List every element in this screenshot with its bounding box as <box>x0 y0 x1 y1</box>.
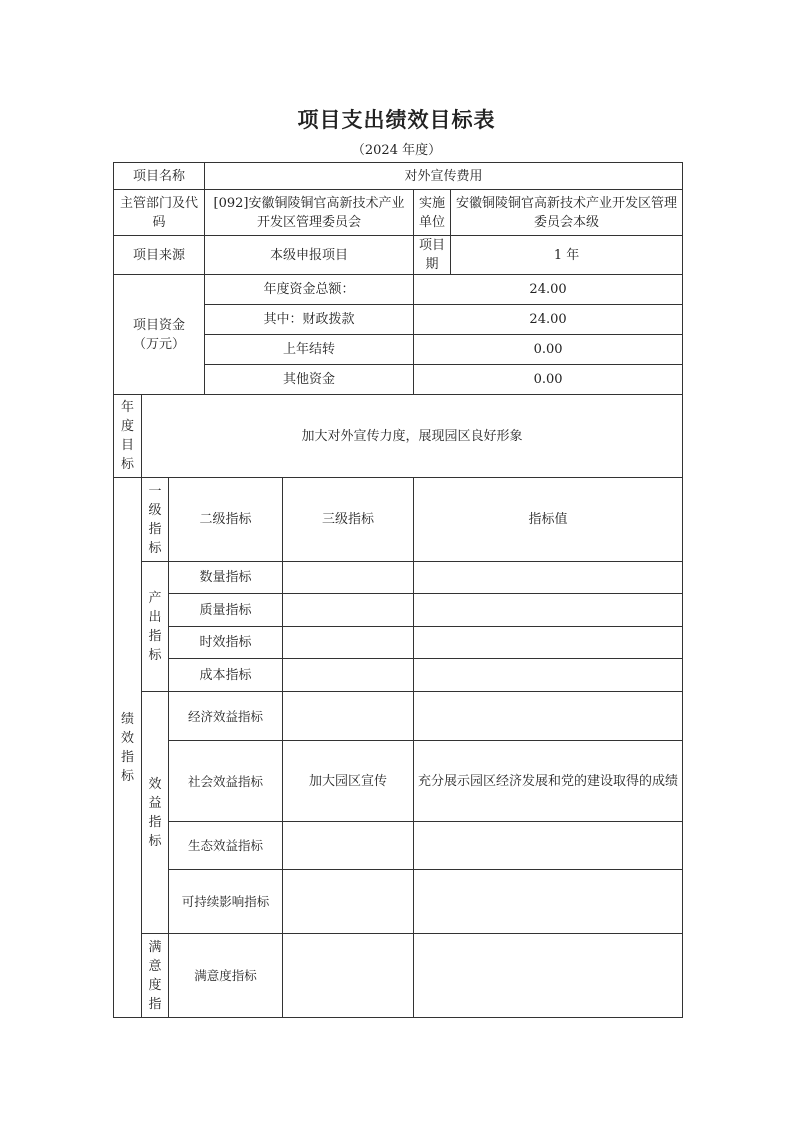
level2-cell: 数量指标 <box>169 562 283 594</box>
level3-cell <box>283 627 414 659</box>
source-value: 本级申报项目 <box>205 236 414 275</box>
project-name-value: 对外宣传费用 <box>205 163 683 190</box>
level1-header <box>142 478 169 562</box>
performance-label-char: 绩 <box>120 711 134 727</box>
level2-cell: 可持续影响指标 <box>169 870 283 934</box>
annual-goal-row <box>114 395 683 478</box>
benefit-label-char: 标 <box>148 833 162 849</box>
funds-fiscal-value: 24.00 <box>414 305 683 335</box>
benefit-label <box>142 692 169 934</box>
annual-goal-label <box>114 395 142 478</box>
funds-label <box>114 275 205 395</box>
output-label-char: 产 <box>148 590 162 606</box>
value-cell <box>414 822 683 870</box>
annual-goal-value: 加大对外宣传力度，展现园区良好形象 <box>142 395 683 478</box>
value-cell <box>414 627 683 659</box>
annual-goal-label-char: 标 <box>120 457 134 472</box>
page-subtitle: （2024 年度） <box>351 143 442 158</box>
implementing-unit-value: 安徽铜陵铜官高新技术产业开发区管理委员会本级 <box>451 190 683 236</box>
satisfaction-label-char: 意 <box>148 958 162 974</box>
funds-other-label: 其他资金 <box>205 365 414 395</box>
level3-cell <box>283 822 414 870</box>
level2-cell: 时效指标 <box>169 627 283 659</box>
value-cell <box>414 934 683 1018</box>
indicator-header-row <box>114 478 683 562</box>
annual-goal-label-char: 度 <box>120 419 134 434</box>
level3-header: 三级指标 <box>283 478 414 562</box>
level3-cell <box>283 870 414 934</box>
performance-label-char: 标 <box>120 768 134 784</box>
level3-cell <box>283 594 414 627</box>
level2-cell: 质量指标 <box>169 594 283 627</box>
value-cell <box>414 659 683 692</box>
source-label: 项目来源 <box>114 236 205 275</box>
output-row <box>114 562 683 594</box>
benefit-row <box>114 692 683 741</box>
value-cell <box>414 870 683 934</box>
period-label: 项目期 <box>414 236 451 275</box>
output-row <box>114 659 683 692</box>
performance-goal-table <box>113 162 683 1018</box>
funds-carryover-label: 上年结转 <box>205 335 414 365</box>
level3-cell <box>283 934 414 1018</box>
project-name-label: 项目名称 <box>114 163 205 190</box>
level3-cell <box>283 562 414 594</box>
level1-header-char: 指 <box>148 521 162 537</box>
benefit-row <box>114 870 683 934</box>
funds-label-text: 项目资金 <box>133 317 186 333</box>
output-label-char: 标 <box>148 647 162 663</box>
benefit-row <box>114 822 683 870</box>
value-cell <box>414 562 683 594</box>
performance-label-char: 效 <box>120 730 134 746</box>
benefit-label-char: 益 <box>148 795 162 811</box>
funds-carryover-value: 0.00 <box>414 335 683 365</box>
funds-unit-text: （万元） <box>133 336 186 352</box>
performance-label <box>114 478 142 1018</box>
annual-goal-label-char: 年 <box>120 400 134 415</box>
department-label: 主管部门及代码 <box>114 190 205 236</box>
period-value: 1 年 <box>451 236 683 275</box>
level2-header: 二级指标 <box>169 478 283 562</box>
value-cell <box>414 594 683 627</box>
level3-cell <box>283 659 414 692</box>
level2-cell: 社会效益指标 <box>169 741 283 822</box>
implementing-unit-label: 实施单位 <box>414 190 451 236</box>
output-row <box>114 627 683 659</box>
value-cell: 充分展示园区经济发展和党的建设取得的成绩 <box>414 741 683 822</box>
level2-cell: 成本指标 <box>169 659 283 692</box>
level1-header-char: 一 <box>148 483 162 499</box>
satisfaction-label-char: 度 <box>148 977 162 993</box>
level3-cell: 加大园区宣传 <box>283 741 414 822</box>
page-title: 项目支出绩效目标表 <box>297 108 496 132</box>
output-label <box>142 562 169 692</box>
department-row <box>114 190 683 236</box>
benefit-label-char: 效 <box>148 776 162 792</box>
satisfaction-label-char: 满 <box>148 939 162 955</box>
project-name-row <box>114 163 683 190</box>
performance-label-char: 指 <box>120 749 134 765</box>
satisfaction-label-char: 指 <box>148 996 162 1012</box>
satisfaction-label <box>142 934 169 1018</box>
value-cell <box>414 692 683 741</box>
department-value: [092]安徽铜陵铜官高新技术产业开发区管理委员会 <box>205 190 414 236</box>
level2-cell: 生态效益指标 <box>169 822 283 870</box>
value-header: 指标值 <box>414 478 683 562</box>
output-label-char: 出 <box>148 609 162 625</box>
annual-goal-label-char: 目 <box>120 438 134 453</box>
level3-cell <box>283 692 414 741</box>
output-label-char: 指 <box>148 628 162 644</box>
benefit-label-char: 指 <box>148 814 162 830</box>
source-row <box>114 236 683 275</box>
funds-fiscal-label: 其中：财政拨款 <box>205 305 414 335</box>
level2-cell: 满意度指标 <box>169 934 283 1018</box>
funds-total-value: 24.00 <box>414 275 683 305</box>
benefit-row <box>114 741 683 822</box>
funds-total-row <box>114 275 683 305</box>
level1-header-char: 标 <box>148 540 162 556</box>
satisfaction-row <box>114 934 683 1018</box>
level1-header-char: 级 <box>148 502 162 518</box>
output-row <box>114 594 683 627</box>
level2-cell: 经济效益指标 <box>169 692 283 741</box>
funds-other-value: 0.00 <box>414 365 683 395</box>
funds-total-label: 年度资金总额： <box>205 275 414 305</box>
